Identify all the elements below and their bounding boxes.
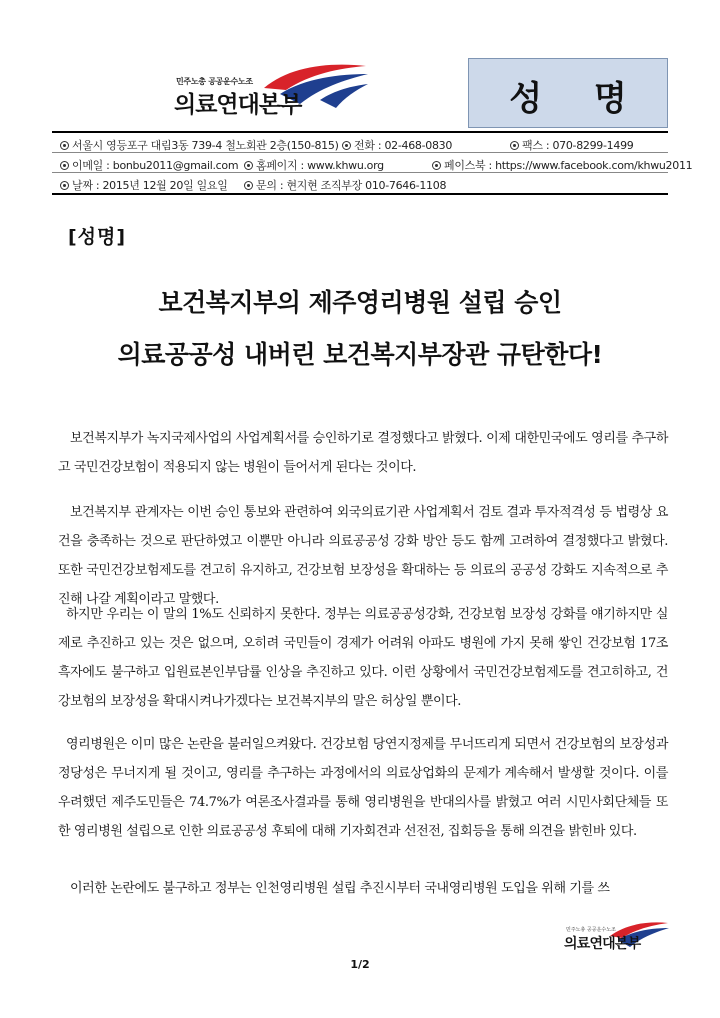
body-paragraph: 보건복지부가 녹지국제사업의 사업계획서를 승인하기로 결정했다고 밝혔다. 이제 대한민국에도 영리를 추구하고 국민건강보험이 적용되지 않는 병원이 들어서게 된다는 것이다. — [58, 431, 668, 475]
body-paragraph: 하지만 우리는 이 말의 1%도 신뢰하지 못한다. 정부는 의료공공성강화, 건강보험 보장성 강화를 얘기하지만 실제로 추진하고 있는 것은 없으며, 오히려 국민들이 경제가 어려워 아파도 병원에 가지 못해 쌓인 건강보험 17조 흑자에도 불구하고 입원료본인부담률 인상을 추진하고 있다. 이런 상황에서 국민건강보험제도를 견고히하고, 건강보험의 보장성을 확대시켜나가겠다는 보건복지부의 말은 허상일 뿐이다. — [58, 607, 668, 709]
body-paragraph: 영리병원은 이미 많은 논란을 불러일으켜왔다. 건강보험 당연지정제를 무너뜨리게 되면서 건강보험의 보장성과 정당성은 무너지게 될 것이고, 영리를 추구하는 과정에서의 의료상업화의 문제가 계속해서 발생할 것이다. 이를 우려했던 제주도민들은 74.7%가 여론조사결과를 통해 영리병원을 반대의사를 밝혔고 여러 시민사회단체들 또한 영리병원 설립으로 인한 의료공공성 후퇴에 대해 기자회견과 선전전, 집회등을 통해 의견을 밝힌바 있다. — [58, 737, 668, 839]
headline-line-1: 보건복지부의 제주영리병원 설립 승인 — [158, 288, 562, 317]
homepage-text: 홈페이지 : www.khwu.org — [256, 159, 384, 172]
bullet-icon — [342, 141, 351, 150]
page-number: 1/2 — [350, 958, 370, 971]
info-date — [60, 177, 228, 193]
info-homepage — [244, 157, 384, 173]
bullet-icon — [432, 161, 441, 170]
bullet-icon — [244, 161, 253, 170]
org-name: 의료연대본부 — [174, 92, 302, 118]
statement-tag: [성명] — [68, 226, 127, 248]
bullet-icon — [60, 141, 69, 150]
info-phone — [342, 137, 452, 153]
info-facebook — [432, 157, 692, 173]
fax-text: 팩스 : 070-8299-1499 — [522, 139, 634, 152]
contact-text: 문의 : 현지현 조직부장 010-7646-1108 — [256, 179, 447, 192]
bullet-icon — [60, 181, 69, 190]
info-address — [60, 137, 339, 153]
info-rule — [52, 172, 668, 173]
org-small-name: 민주노총 공공운수노조 — [176, 77, 253, 86]
org-logo — [170, 60, 370, 116]
footer-logo — [562, 920, 672, 960]
bullet-icon — [510, 141, 519, 150]
bullet-icon — [244, 181, 253, 190]
email-text: 이메일 : bonbu2011@gmail.com — [72, 159, 239, 172]
headline-line-2: 의료공공성 내버린 보건복지부장관 규탄한다! — [117, 340, 603, 369]
date-text: 날짜 : 2015년 12월 20일 일요일 — [72, 179, 228, 192]
info-top-rule — [52, 131, 668, 133]
info-fax — [510, 137, 633, 153]
doc-type-box — [468, 58, 668, 128]
info-contact — [244, 177, 446, 193]
info-rule — [52, 152, 668, 153]
address-text: 서울시 영등포구 대림3동 739-4 철노회관 2층(150-815) — [72, 139, 339, 152]
footer-org-small-name: 민주노총 공공운수노조 — [566, 927, 616, 933]
info-bottom-rule — [52, 193, 668, 195]
body-paragraph: 보건복지부 관계자는 이번 승인 통보와 관련하여 외국의료기관 사업계획서 검토 결과 투자적격성 등 법령상 요건을 충족하는 것으로 판단하였고 이뿐만 아니라 의료공공성 강화 방안 등도 함께 고려하여 결정했다고 밝혔다. 또한 국민건강보험제도를 견고히 유지하고, 건강보험 보장성을 확대하는 등 의료의 공공성 강화도 지속적으로 추진해 나갈 계획이라고 말했다. — [58, 505, 668, 607]
phone-text: 전화 : 02-468-0830 — [354, 139, 453, 152]
footer-org-name: 의료연대본부 — [564, 936, 641, 952]
facebook-text: 페이스북 : https://www.facebook.com/khwu2011 — [444, 159, 693, 172]
bullet-icon — [60, 161, 69, 170]
body-paragraph: 이러한 논란에도 불구하고 정부는 인천영리병원 설립 추진시부터 국내영리병원 도입을 위해 기를 쓰 — [70, 881, 610, 896]
info-email — [60, 157, 238, 173]
doc-type-label: 성 명 — [509, 79, 647, 119]
